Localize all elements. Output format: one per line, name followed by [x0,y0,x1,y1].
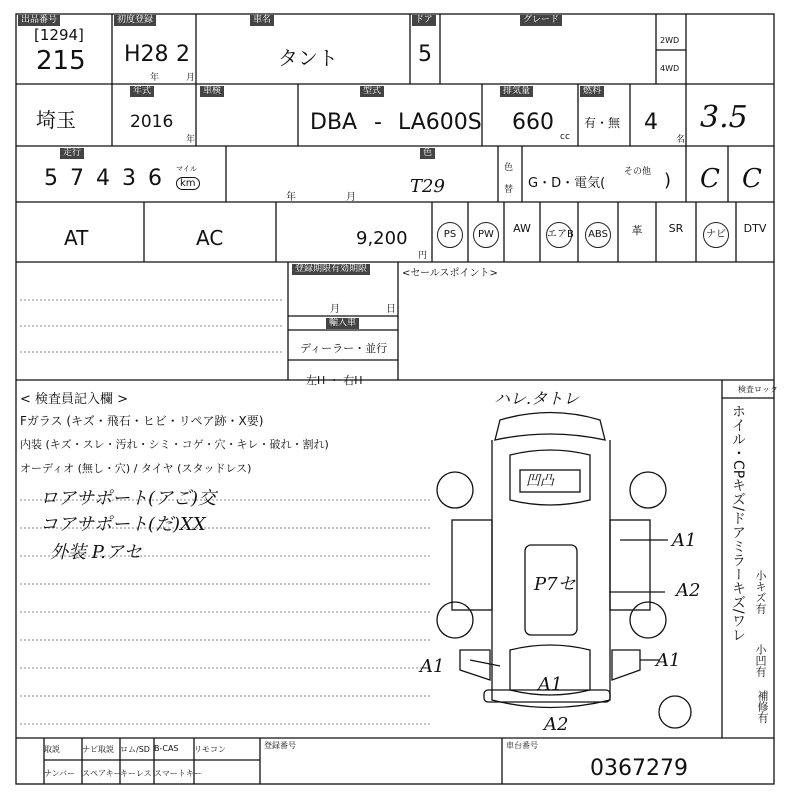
displacement-unit: cc [560,132,570,142]
equipment-5: 革 [631,224,643,237]
dealer-label: ディーラー・並行 [300,342,388,355]
inspector-note-2: コアサポート(だ)XX [40,514,206,535]
side-note-repair: 補修有 [756,690,769,723]
side-note-main: ホイル・CPキズ/ドアミラーキズ/ワレ [730,404,746,642]
footer-option-0: 取説 [44,745,60,754]
drive-2wd: 2WD [660,36,680,45]
side-note-header: 検査ロック [738,385,778,394]
equipment-2: AW [513,222,531,235]
expiry-month-unit: 月 [330,304,340,315]
reg-month-unit: 月 [186,73,196,83]
footer-option-4: リモコン [194,745,226,754]
diagram-a2-bottom: A2 [544,714,569,735]
model-year: 2016 [130,112,174,132]
car-name: タント [278,46,338,70]
inspector-note-1: ロアサポート(アご)交 [40,488,217,509]
footer-option-b-2: キーレス [120,769,152,778]
drive-4wd: 4WD [660,64,680,73]
equipment-8: DTV [743,222,767,235]
footer-option-b-3: スマートキー [154,769,202,778]
color-change-label: 替 [504,185,514,195]
seat-unit: 名 [676,135,686,145]
inspection-expiry-label: 登録期限有効期限 [292,264,370,275]
fuel-close: ) [664,170,672,191]
footer-option-b-1: スペアキー [82,769,122,778]
mileage: 57436 [44,166,174,191]
auction-score: 3.5 [700,100,748,135]
equipment-4: ABS [578,222,618,248]
footer-option-3: B-CAS [154,744,179,753]
interior-grade: C [700,164,720,194]
mileage-unit-alt: マイル [176,165,197,173]
seat-count: 4 [644,110,658,135]
chassis-label: 車台番号 [506,741,538,750]
reg-year-unit: 年 [150,73,160,83]
diagram-a1-right: A1 [672,530,697,551]
label-displacement: 排気量 [500,86,533,97]
label-car-name: 車名 [250,15,274,26]
door-count: 5 [418,42,432,67]
side-note-scratch: 小キズ有 [754,570,767,614]
diagram-top-note: ハレ.タトレ [494,389,580,408]
label-doors: ドア [412,15,436,26]
footer-option-b-0: ナンバー [44,769,76,778]
inspector-line-glass: Fガラス (キズ・飛石・ヒビ・リペア跡・X要) [20,414,264,428]
inspect-year-unit: 年 [286,192,296,203]
aircon: AC [196,226,224,250]
inspect-month-unit: 月 [346,192,356,203]
equipment-0: PS [432,222,468,248]
displacement: 660 [512,110,554,135]
diagram-center-note: P7セ [534,574,576,595]
footer-option-2: ロム/SD [120,745,150,754]
lot-number: 215 [36,46,86,76]
import-label: 輸入車 [326,318,359,329]
diagram-a1-right-low: A1 [656,650,681,671]
diagram-a1-left: A1 [420,656,445,677]
color-label: 色 [504,163,514,173]
steering-label: 左H ・ 右H [306,374,363,387]
recycle-fee: 9,200 [356,228,408,249]
label-model: 型式 [360,86,384,97]
footer-option-1: ナビ取説 [82,745,114,754]
fuel-options: G・D・電気( [528,176,606,191]
expiry-day-unit: 日 [386,304,396,315]
transmission: AT [64,226,89,250]
mileage-unit: km [176,177,200,190]
equipment-1: PW [468,222,504,248]
label-year: 年式 [130,86,154,97]
reg-number-label: 登録番号 [264,741,296,750]
model-year-unit: 年 [186,135,196,145]
label-color: 色 [420,148,435,159]
color-code: T29 [410,176,445,197]
diagram-a2-right: A2 [676,580,701,601]
lot-code: [1294] [34,26,84,44]
inspector-line-interior: 内装 (キズ・スレ・汚れ・シミ・コゲ・穴・キレ・破れ・割れ) [20,438,329,451]
model-prefix: DBA [310,110,358,135]
label-mileage: 走行 [60,148,84,159]
region: 埼玉 [36,108,76,132]
inspector-line-audio: オーディオ (無し・穴) / タイヤ (スタッドレス) [20,462,252,475]
sales-point-label: <セールスポイント> [402,268,498,279]
side-note-dent: 小凹有 [754,644,767,677]
reg-month: 2 [176,42,190,67]
chassis-number: 0367279 [590,756,688,781]
reg-era: H28 [124,42,169,67]
equipment-3: エアB [540,222,578,248]
label-fuel: 燃料 [580,86,604,97]
equipment-6: SR [668,222,684,235]
model-dash: - [374,110,382,135]
recycle-unit: 円 [418,251,428,261]
equipment-7: ナビ [696,222,736,248]
inspector-title: < 検査員記入欄 > [20,392,129,407]
fuel-other: その他 [624,167,652,177]
inspector-note-3: 外装 P.アセ [50,542,142,563]
diagram-top-box: 凹凸 [526,473,554,489]
label-first-reg: 初度登録 [114,15,156,26]
label-grade: グレード [520,15,562,26]
diagram-a1-bottom: A1 [538,674,563,695]
label-inspection: 車検 [200,86,224,97]
fuel-label: 有・無 [584,116,621,130]
label-lot: 出品番号 [18,15,60,26]
exterior-grade: C [742,164,762,194]
model-code: LA600S [398,110,482,135]
